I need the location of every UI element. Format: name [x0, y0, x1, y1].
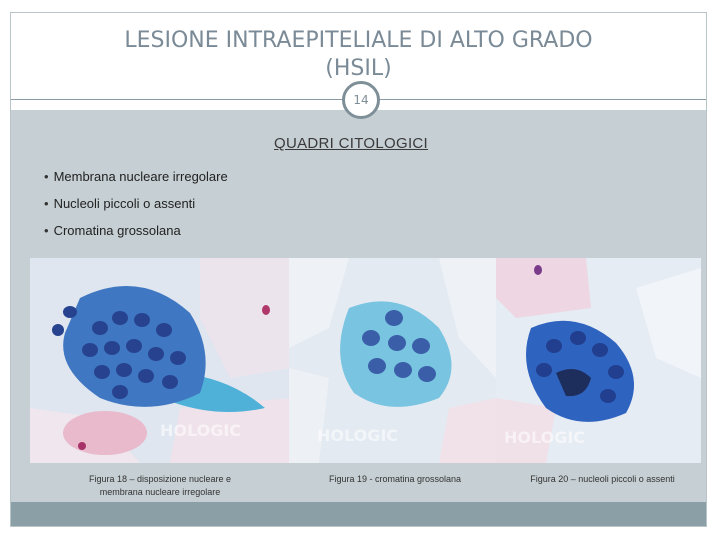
title-line-1: LESIONE INTRAEPITELIALE DI ALTO GRADO: [124, 28, 593, 53]
figure-18-micrograph: [30, 258, 292, 463]
watermark: HOLOGIC: [317, 426, 399, 445]
caption-line: Figura 20 – nucleoli piccoli o assenti: [530, 474, 675, 484]
figure-20-caption: [505, 473, 700, 486]
caption-line: membrana nucleare irregolare: [99, 487, 221, 497]
title-line-2: (HSIL): [325, 56, 392, 81]
footer-band: [11, 502, 706, 526]
bullet-item: • Cromatina grossolana: [44, 222, 228, 249]
watermark: HOLOGIC: [160, 421, 242, 440]
watermark: HOLOGIC: [504, 428, 586, 447]
figure-19-caption: [300, 473, 490, 486]
bullet-list: [44, 168, 228, 249]
bullet-item: • Membrana nucleare irregolare: [44, 168, 228, 195]
slide-number-badge: 14: [342, 81, 380, 119]
figure-19-micrograph: [289, 258, 496, 463]
bullet-item: • Nucleoli piccoli o assenti: [44, 195, 228, 222]
section-heading: QUADRI CITOLOGICI: [274, 135, 429, 152]
figure-18-caption: [40, 473, 280, 499]
figure-20-micrograph: [496, 258, 701, 463]
caption-line: Figura 19 - cromatina grossolana: [328, 474, 462, 484]
caption-line: Figura 18 – disposizione nucleare e: [88, 474, 232, 484]
